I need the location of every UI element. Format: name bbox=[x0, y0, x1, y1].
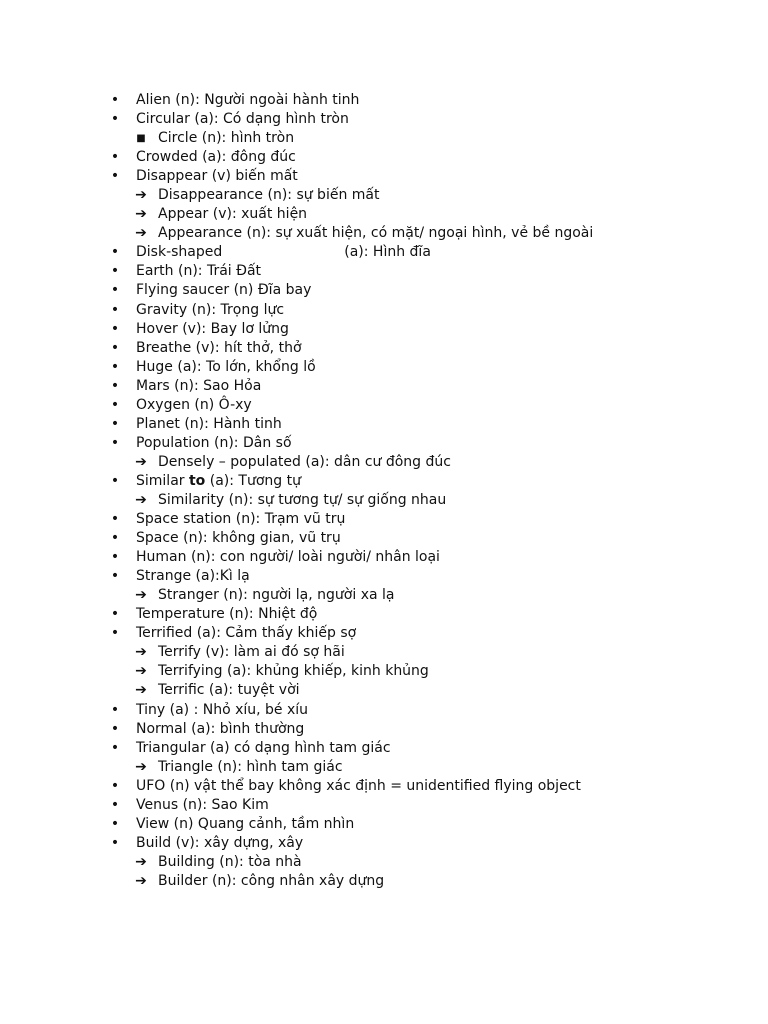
bullet-icon: • bbox=[110, 396, 120, 413]
entry-text bbox=[136, 472, 301, 491]
entry-text: Planet (n): Hành tinh bbox=[136, 415, 282, 432]
entry-text: Circle (n): hình tròn bbox=[158, 130, 295, 147]
entry-text: Normal (a): bình thường bbox=[136, 720, 305, 737]
entry-text: Triangle (n): hình tam giác bbox=[158, 758, 343, 775]
bullet-icon: • bbox=[110, 568, 120, 585]
list-item bbox=[0, 262, 768, 281]
entry-text: Triangular (a) có dạng hình tam giác bbox=[136, 739, 391, 756]
list-item bbox=[0, 701, 768, 720]
entry-text: Terrified (a): Cảm thấy khiếp sợ bbox=[136, 625, 357, 642]
list-item bbox=[0, 510, 768, 529]
list-item bbox=[0, 377, 768, 396]
vocabulary-list bbox=[0, 91, 768, 891]
entry-text: Mars (n): Sao Hỏa bbox=[136, 377, 262, 394]
bullet-icon: • bbox=[110, 149, 120, 166]
sub-list-item bbox=[0, 224, 768, 243]
list-item bbox=[0, 396, 768, 415]
bullet-icon: • bbox=[110, 720, 120, 737]
sub-list-item bbox=[0, 662, 768, 681]
bullet-icon: • bbox=[110, 92, 120, 108]
bullet-icon: • bbox=[110, 834, 120, 851]
sub-list-item bbox=[0, 872, 768, 891]
list-item bbox=[0, 320, 768, 339]
list-item bbox=[0, 167, 768, 186]
sub-list-item bbox=[0, 129, 768, 148]
entry-term: Disk-shaped bbox=[136, 244, 223, 261]
sub-list-item bbox=[0, 681, 768, 700]
bullet-icon: • bbox=[110, 511, 120, 528]
entry-text: Temperature (n): Nhiệt độ bbox=[136, 606, 318, 623]
entry-text: Tiny (a) : Nhỏ xíu, bé xíu bbox=[136, 701, 309, 718]
entry-text: Oxygen (n) Ô-xy bbox=[136, 396, 252, 413]
entry-term: Similar bbox=[136, 472, 189, 489]
sub-list-item bbox=[0, 758, 768, 777]
arrow-right-icon: ➔ bbox=[135, 853, 147, 870]
bullet-icon: • bbox=[110, 701, 120, 718]
list-item bbox=[0, 777, 768, 796]
bullet-icon: • bbox=[110, 415, 120, 432]
bullet-icon: • bbox=[110, 472, 120, 489]
sub-list-item bbox=[0, 491, 768, 510]
arrow-right-icon: ➔ bbox=[135, 872, 147, 889]
entry-text: Appear (v): xuất hiện bbox=[158, 206, 308, 223]
entry-text: Strange (a):Kì lạ bbox=[136, 568, 250, 585]
sub-list-item bbox=[0, 586, 768, 605]
bullet-icon: • bbox=[110, 244, 120, 261]
entry-text: Space station (n): Trạm vũ trụ bbox=[136, 511, 346, 528]
arrow-right-icon: ➔ bbox=[135, 682, 147, 699]
entry-text: Earth (n): Trái Đất bbox=[136, 263, 262, 280]
entry-text: Space (n): không gian, vũ trụ bbox=[136, 530, 341, 547]
list-item bbox=[0, 91, 768, 110]
bullet-icon: • bbox=[110, 530, 120, 547]
arrow-right-icon: ➔ bbox=[135, 663, 147, 680]
entry-definition: (a): Hình đĩa bbox=[344, 244, 431, 261]
entry-text: Disappear (v) biến mất bbox=[136, 168, 298, 185]
entry-text: Venus (n): Sao Kim bbox=[136, 796, 269, 813]
entry-text: Breathe (v): hít thở, thở bbox=[136, 339, 302, 356]
arrow-right-icon: ➔ bbox=[135, 453, 147, 470]
entry-text: Disappearance (n): sự biến mất bbox=[158, 187, 380, 204]
entry-text: Population (n): Dân số bbox=[136, 434, 292, 451]
entry-text bbox=[136, 243, 431, 262]
entry-bold-word: to bbox=[188, 472, 206, 489]
list-item bbox=[0, 339, 768, 358]
bullet-icon: • bbox=[110, 625, 120, 642]
list-item bbox=[0, 358, 768, 377]
bullet-icon: • bbox=[110, 320, 120, 337]
bullet-icon: • bbox=[110, 815, 120, 832]
list-item bbox=[0, 624, 768, 643]
entry-text: Build (v): xây dựng, xây bbox=[136, 834, 304, 851]
entry-text: Alien (n): Người ngoài hành tinh bbox=[136, 92, 360, 108]
bullet-icon: • bbox=[110, 777, 120, 794]
bullet-icon: • bbox=[110, 339, 120, 356]
bullet-icon: • bbox=[110, 358, 120, 375]
arrow-right-icon: ➔ bbox=[135, 587, 147, 604]
entry-text: Similarity (n): sự tương tự/ sự giống nhau bbox=[158, 491, 447, 508]
entry-text: Circular (a): Có dạng hình tròn bbox=[136, 111, 349, 128]
bullet-icon: • bbox=[110, 606, 120, 623]
list-item bbox=[0, 434, 768, 453]
list-item bbox=[0, 815, 768, 834]
entry-text: Gravity (n): Trọng lực bbox=[136, 301, 285, 318]
sub-list-item bbox=[0, 205, 768, 224]
entry-text: UFO (n) vật thể bay không xác định = unidentified flying object bbox=[136, 777, 581, 794]
entry-text: Stranger (n): người lạ, người xa lạ bbox=[158, 587, 395, 604]
arrow-right-icon: ➔ bbox=[135, 206, 147, 223]
entry-text: Appearance (n): sự xuất hiện, có mặt/ ngoại hình, vẻ bề ngoài bbox=[158, 225, 594, 242]
arrow-right-icon: ➔ bbox=[135, 758, 147, 775]
bullet-icon: • bbox=[110, 111, 120, 128]
entry-definition: (a): Tương tự bbox=[205, 472, 301, 489]
list-item bbox=[0, 548, 768, 567]
list-item bbox=[0, 529, 768, 548]
list-item bbox=[0, 243, 768, 262]
list-item bbox=[0, 281, 768, 300]
list-item bbox=[0, 739, 768, 758]
bullet-icon: • bbox=[110, 549, 120, 566]
entry-text: Terrific (a): tuyệt vời bbox=[158, 682, 300, 699]
sub-list-item bbox=[0, 643, 768, 662]
entry-text: Terrify (v): làm ai đó sợ hãi bbox=[158, 644, 345, 661]
list-item bbox=[0, 834, 768, 853]
entry-text: Human (n): con người/ loài người/ nhân loại bbox=[136, 549, 440, 566]
bullet-icon: • bbox=[110, 377, 120, 394]
sub-list-item bbox=[0, 453, 768, 472]
entry-text: Building (n): tòa nhà bbox=[158, 853, 302, 870]
sub-list-item bbox=[0, 853, 768, 872]
entry-text: Builder (n): công nhân xây dựng bbox=[158, 872, 385, 889]
entry-text: Flying saucer (n) Đĩa bay bbox=[136, 282, 312, 299]
bullet-icon: • bbox=[110, 168, 120, 185]
list-item bbox=[0, 472, 768, 491]
list-item bbox=[0, 567, 768, 586]
bullet-icon: • bbox=[110, 282, 120, 299]
bullet-icon: • bbox=[110, 796, 120, 813]
sub-list-item bbox=[0, 186, 768, 205]
entry-text: Terrifying (a): khủng khiếp, kinh khủng bbox=[158, 663, 429, 680]
arrow-right-icon: ➔ bbox=[135, 644, 147, 661]
entry-text: Hover (v): Bay lơ lửng bbox=[136, 320, 289, 337]
list-item bbox=[0, 720, 768, 739]
bullet-icon: • bbox=[110, 434, 120, 451]
entry-text: Huge (a): To lớn, khổng lồ bbox=[136, 358, 316, 375]
entry-text: View (n) Quang cảnh, tầm nhìn bbox=[136, 815, 355, 832]
list-item bbox=[0, 148, 768, 167]
arrow-right-icon: ➔ bbox=[135, 491, 147, 508]
arrow-right-icon: ➔ bbox=[135, 187, 147, 204]
list-item bbox=[0, 301, 768, 320]
bullet-icon: • bbox=[110, 739, 120, 756]
list-item bbox=[0, 605, 768, 624]
bullet-icon: • bbox=[110, 263, 120, 280]
arrow-right-icon: ➔ bbox=[135, 225, 147, 242]
list-item bbox=[0, 110, 768, 129]
list-item bbox=[0, 796, 768, 815]
square-bullet-icon: ■ bbox=[136, 133, 146, 145]
list-item bbox=[0, 415, 768, 434]
bullet-icon: • bbox=[110, 301, 120, 318]
entry-text: Densely – populated (a): dân cư đông đúc bbox=[158, 453, 451, 470]
entry-text: Crowded (a): đông đúc bbox=[136, 149, 296, 166]
